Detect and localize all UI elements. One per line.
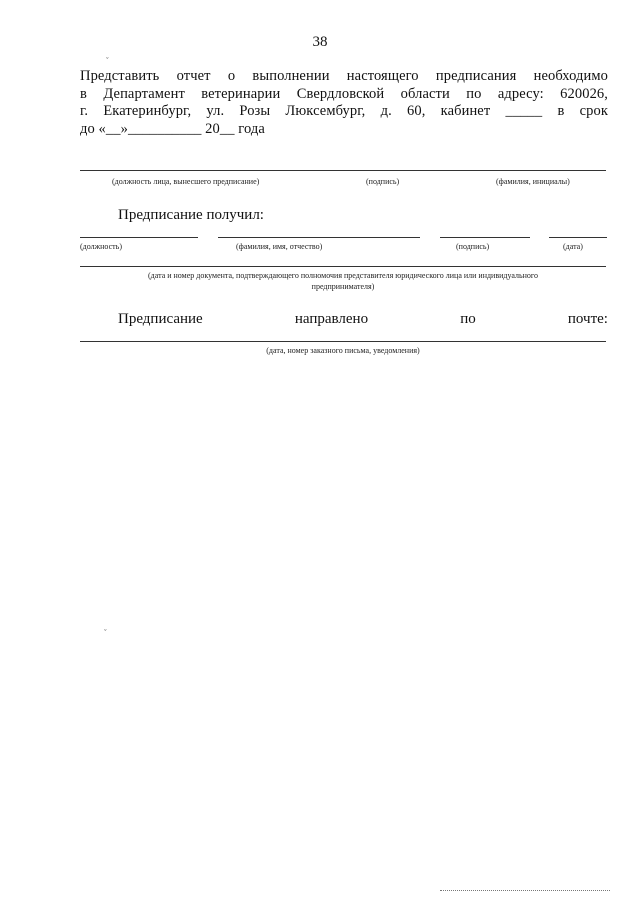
mail-details-caption: (дата, номер заказного письма, уведомления) [266, 346, 420, 355]
authority-document-caption-1: (дата и номер документа, подтверждающего полномочия представителя юридического лица или индивидуального [148, 271, 538, 280]
recipient-signature-caption: (подпись) [456, 242, 490, 251]
issuer-position-caption: (должность лица, вынесшего предписание) [112, 177, 260, 186]
recipient-position-line [80, 237, 198, 238]
authority-document-line [80, 266, 606, 267]
page-number: 38 [312, 34, 328, 50]
paragraph-line: г. Екатеринбург, ул. Розы Люксембург, д. 60, кабинет _____ в срок [80, 103, 608, 119]
sent-by-mail-line [118, 311, 608, 328]
issuer-surname-caption: (фамилия, инициалы) [496, 177, 570, 186]
sent-word: Предписание [118, 311, 203, 327]
recipient-fullname-caption: (фамилия, имя, отчество) [236, 242, 323, 251]
authority-document-caption-2: предпринимателя) [311, 282, 375, 291]
stray-mark: ˇ [104, 628, 107, 637]
received-heading: Предписание получил: [118, 207, 264, 223]
bottom-dotted-line [440, 890, 610, 891]
stray-mark: ˇ [106, 56, 109, 65]
mail-details-line [80, 341, 606, 342]
paragraph-line: до «__»__________ 20__ года [80, 120, 265, 137]
recipient-date-line [549, 237, 607, 238]
paragraph-line: Представить отчет о выполнении настоящего предписания необходимо [80, 68, 608, 84]
recipient-signature-line [440, 237, 530, 238]
recipient-fullname-line [218, 237, 420, 238]
issuer-signature-caption: (подпись) [366, 177, 400, 186]
sent-word: по [460, 311, 476, 327]
paragraph-line: в Департамент ветеринарии Свердловской области по адресу: 620026, [80, 85, 608, 102]
issuer-signature-line [80, 170, 606, 171]
recipient-position-caption: (должность) [80, 242, 122, 251]
sent-word: направлено [294, 311, 369, 327]
report-instruction-paragraph [80, 68, 608, 138]
recipient-date-caption: (дата) [563, 242, 583, 251]
sent-word: почте: [567, 311, 608, 327]
